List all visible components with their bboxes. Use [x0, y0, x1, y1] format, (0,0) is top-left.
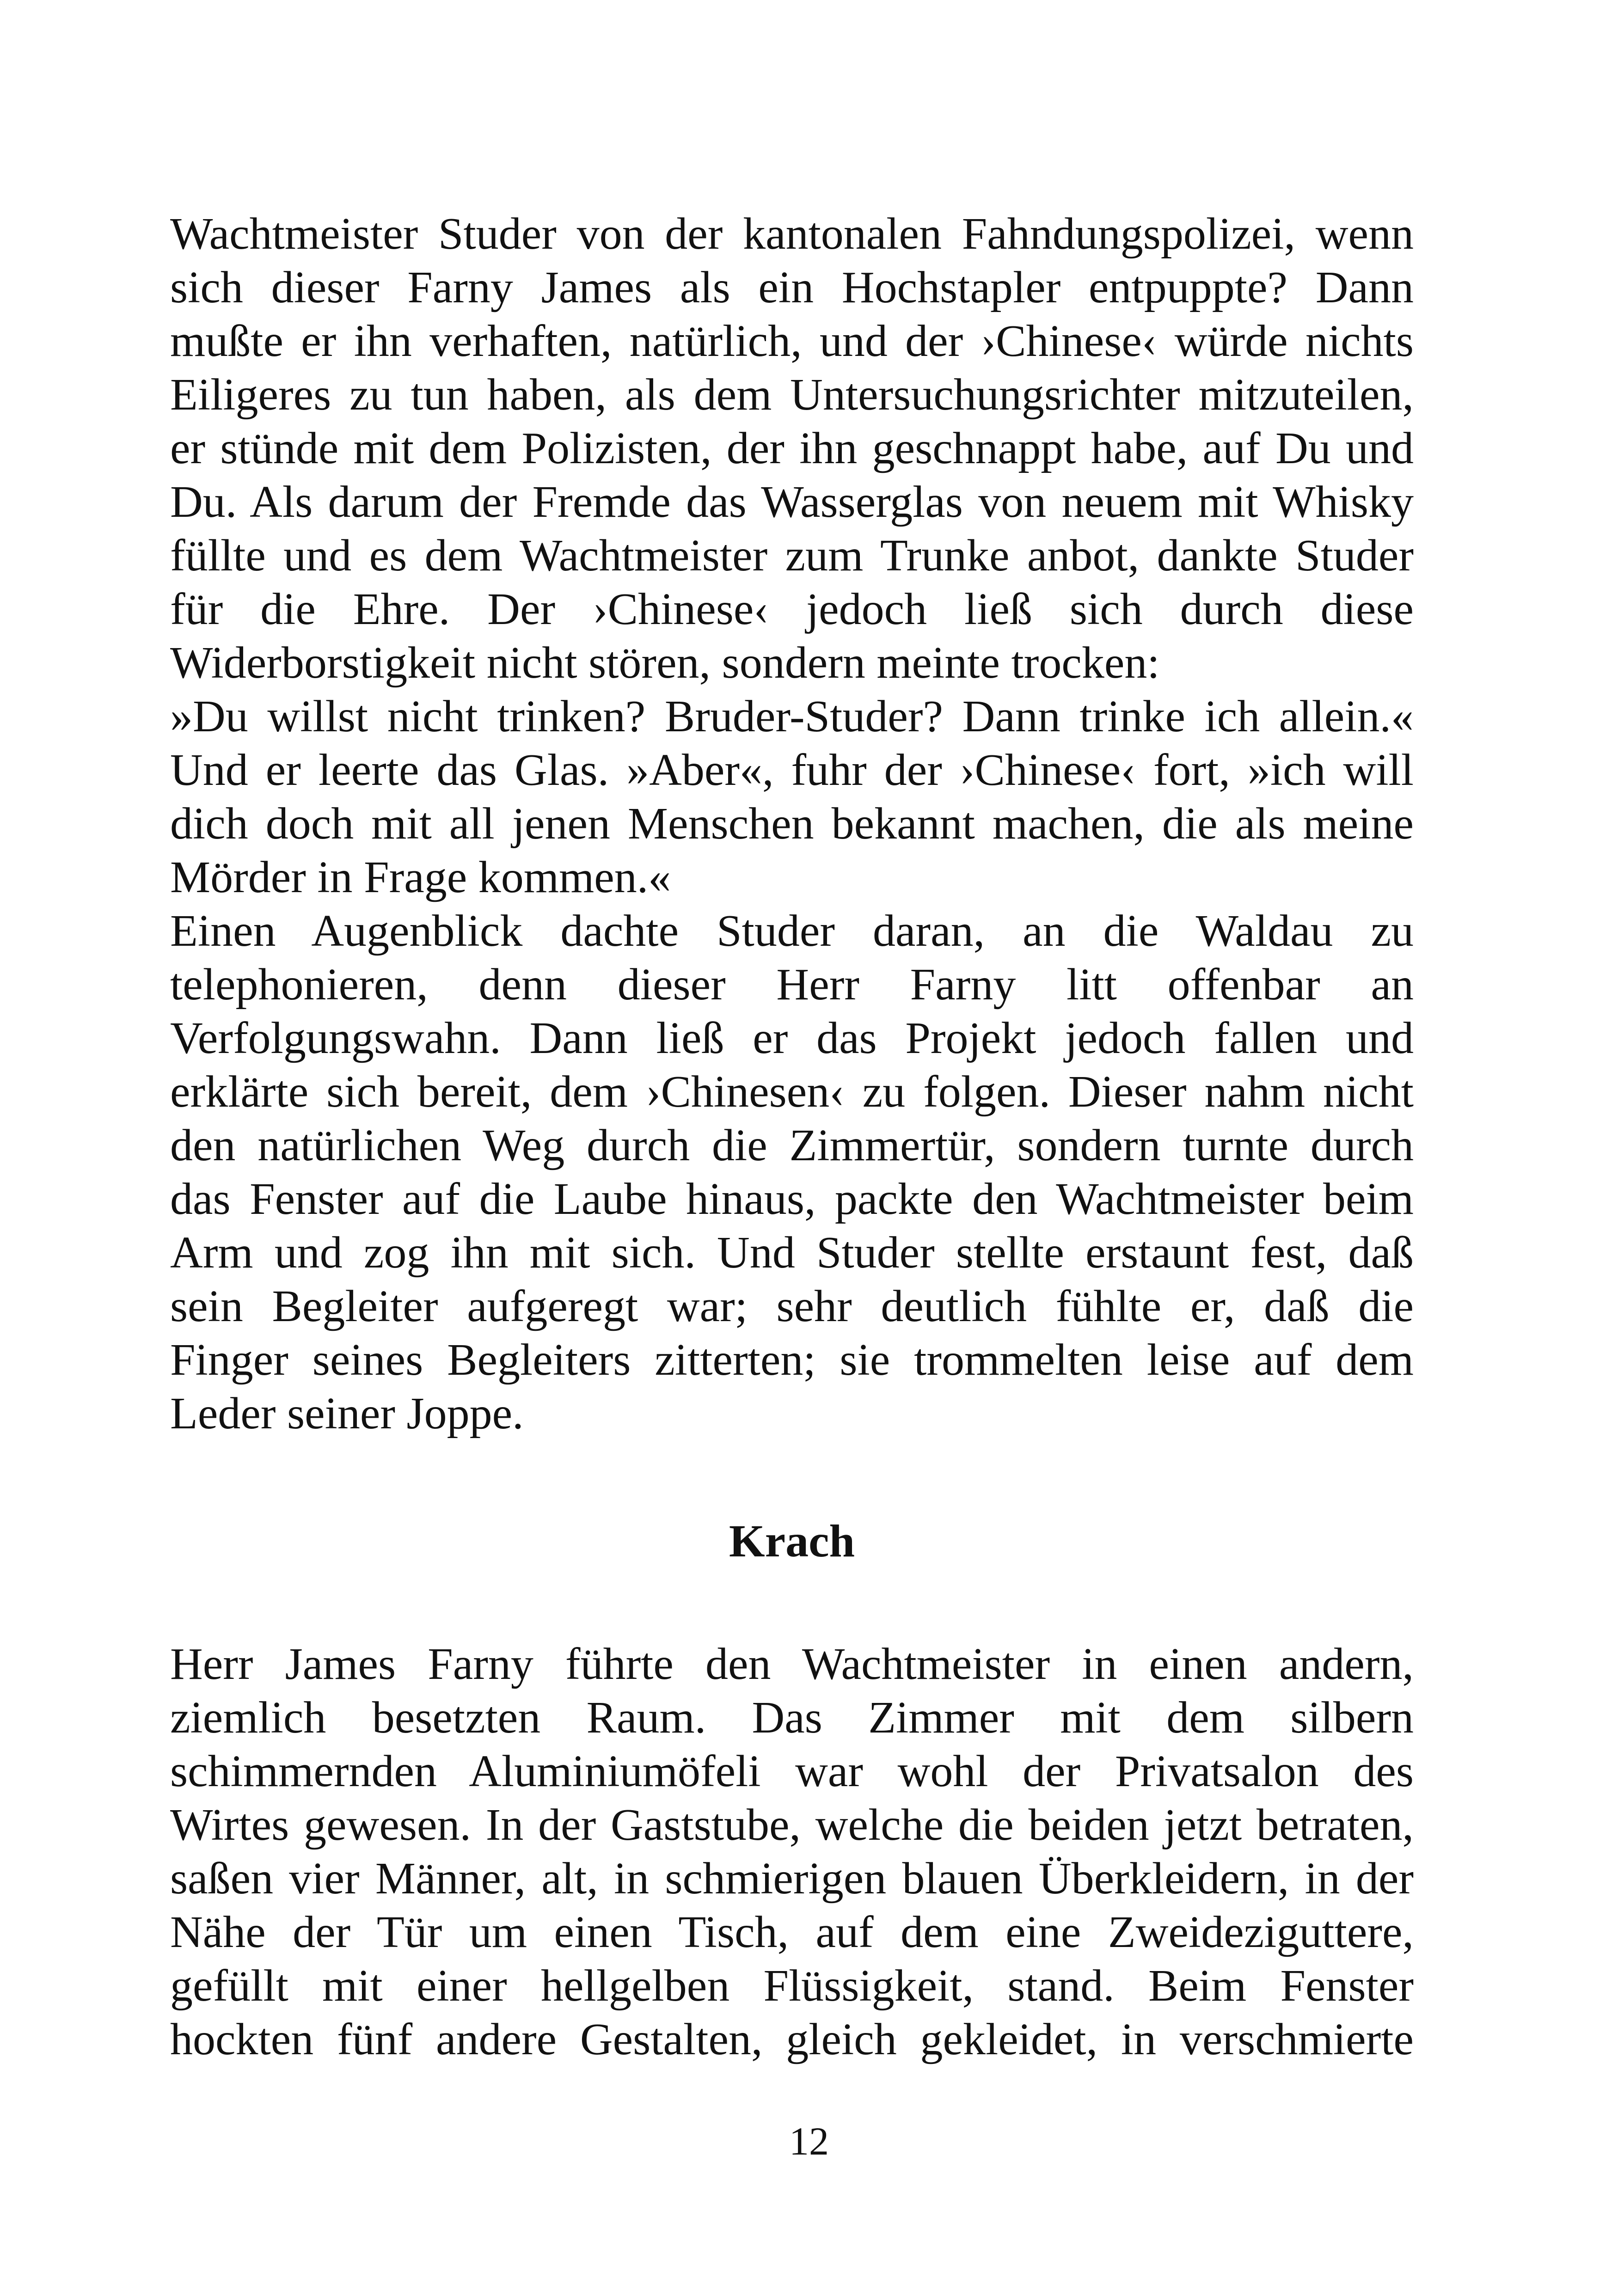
text-line: Nähe der Tür um einen Tisch, auf dem eine Zweideziguttere,: [170, 1907, 1414, 1957]
page-number: 12: [789, 2119, 829, 2163]
text-line: Du. Als darum der Fremde das Wasserglas von neuem mit Whisky: [170, 477, 1414, 527]
text-line: Leder seiner Joppe.: [170, 1389, 524, 1439]
section-heading: Krach: [729, 1515, 855, 1567]
text-line: Wirtes gewesen. In der Gaststube, welche die beiden jetzt betraten,: [170, 1800, 1414, 1850]
text-line: Und er leerte das Glas. »Aber«, fuhr der ›Chinese‹ fort, »ich will: [170, 745, 1414, 795]
text-line: saßen vier Männer, alt, in schmierigen blauen Überkleidern, in der: [170, 1854, 1414, 1904]
text-line: füllte und es dem Wachtmeister zum Trunke anbot, dankte Studer: [170, 531, 1414, 581]
text-line: hockten fünf andere Gestalten, gleich gekleidet, in verschmierte: [170, 2014, 1414, 2064]
text-line: dich doch mit all jenen Menschen bekannt machen, die als meine: [170, 799, 1414, 849]
text-line: Finger seines Begleiters zitterten; sie trommelten leise auf dem: [170, 1335, 1414, 1385]
text-line: ziemlich besetzten Raum. Das Zimmer mit dem silbern: [170, 1693, 1414, 1743]
text-line: Eiligeres zu tun haben, als dem Untersuchungsrichter mitzuteilen,: [170, 370, 1414, 420]
text-line: Widerborstigkeit nicht stören, sondern meinte trocken:: [170, 638, 1160, 688]
paragraph-1: [170, 207, 1414, 690]
text-line: Verfolgungswahn. Dann ließ er das Projekt jedoch fallen und: [170, 1013, 1414, 1063]
text-line: Wachtmeister Studer von der kantonalen Fahndungspolizei, wenn: [170, 209, 1414, 259]
text-line: das Fenster auf die Laube hinaus, packte den Wachtmeister beim: [170, 1174, 1414, 1224]
document-page: [170, 207, 1414, 2066]
paragraph-4: [170, 1637, 1414, 2066]
text-line: Einen Augenblick dachte Studer daran, an die Waldau zu: [170, 906, 1414, 956]
paragraph-2: [170, 690, 1414, 904]
text-line: telephonieren, denn dieser Herr Farny litt offenbar an: [170, 960, 1414, 1010]
text-line: mußte er ihn verhaften, natürlich, und der ›Chinese‹ würde nichts: [170, 316, 1414, 366]
text-line: »Du willst nicht trinken? Bruder-Studer? Dann trinke ich allein.«: [170, 692, 1414, 741]
text-line: Arm und zog ihn mit sich. Und Studer stellte erstaunt fest, daß: [170, 1228, 1414, 1278]
text-line: er stünde mit dem Polizisten, der ihn geschnappt habe, auf Du und: [170, 423, 1414, 473]
text-line: Mörder in Frage kommen.«: [170, 852, 671, 902]
text-line: sich dieser Farny James als ein Hochstapler entpuppte? Dann: [170, 263, 1414, 312]
text-line: erklärte sich bereit, dem ›Chinesen‹ zu folgen. Dieser nahm nicht: [170, 1067, 1414, 1117]
text-line: den natürlichen Weg durch die Zimmertür, sondern turnte durch: [170, 1120, 1414, 1170]
text-line: schimmernden Aluminiumöfeli war wohl der Privatsalon des: [170, 1746, 1414, 1796]
text-line: Herr James Farny führte den Wachtmeister in einen andern,: [170, 1639, 1414, 1689]
spacer: [170, 1440, 1414, 1514]
paragraph-3: [170, 904, 1414, 1440]
text-line: für die Ehre. Der ›Chinese‹ jedoch ließ sich durch diese: [170, 584, 1414, 634]
text-line: sein Begleiter aufgeregt war; sehr deutlich fühlte er, daß die: [170, 1281, 1414, 1331]
text-line: gefüllt mit einer hellgelben Flüssigkeit, stand. Beim Fenster: [170, 1961, 1414, 2011]
spacer: [170, 1568, 1414, 1637]
